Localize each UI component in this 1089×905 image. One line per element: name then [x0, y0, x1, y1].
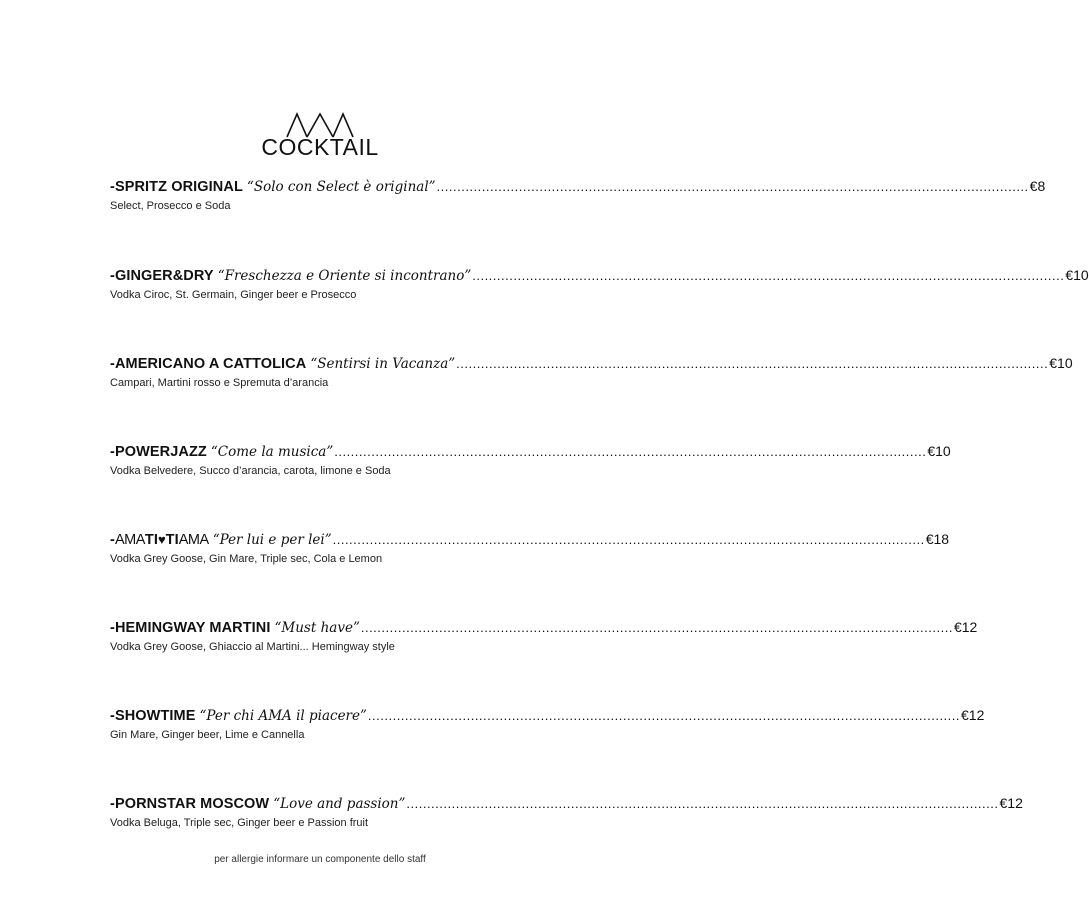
- item-description: Vodka Grey Goose, Gin Mare, Triple sec, Cola e Lemon: [110, 553, 383, 565]
- item-tagline: “Freschezza e Oriente si incontrano”: [217, 268, 472, 284]
- item-name: PORNSTAR MOSCOW: [114, 796, 270, 812]
- item-price: €12: [961, 707, 985, 723]
- item-name: POWERJAZZ: [114, 444, 207, 460]
- item-price: €10: [1065, 267, 1089, 283]
- item-name-ti-2: TI: [165, 532, 179, 548]
- item-name-ama-2: AMA: [178, 532, 209, 548]
- item-prefix: -: [110, 444, 115, 460]
- item-name: GINGER&DRY: [114, 268, 214, 284]
- logo: [0, 112, 640, 159]
- item-prefix: -: [110, 620, 115, 636]
- menu-item-powerjazz: [110, 441, 951, 479]
- menu-item-showtime: [110, 705, 985, 743]
- item-prefix: -: [110, 532, 115, 548]
- item-name: HEMINGWAY MARTINI: [114, 620, 271, 636]
- item-description: Vodka Ciroc, St. Germain, Ginger beer e Prosecco: [110, 289, 357, 301]
- item-price: €18: [925, 531, 950, 547]
- dot-leader: ................................................................................................................................................: [334, 444, 927, 459]
- item-prefix: -: [110, 796, 115, 812]
- item-name-ti: TI: [144, 532, 158, 548]
- item-prefix: -: [110, 179, 115, 195]
- dot-leader: ................................................................................................................................................: [472, 268, 1065, 283]
- menu-item-hemingway: [110, 617, 978, 655]
- item-tagline: “Per chi AMA il piacere”: [199, 708, 367, 724]
- heart-icon: ♥: [157, 532, 166, 547]
- item-name: SHOWTIME: [114, 708, 196, 724]
- item-tagline: “Must have”: [274, 620, 360, 636]
- item-name: AMERICANO A CATTOLICA: [114, 356, 307, 372]
- item-tagline: “Come la musica”: [210, 444, 334, 460]
- item-tagline: “Per lui e per lei”: [212, 532, 332, 548]
- item-description: Select, Prosecco e Soda: [110, 200, 231, 212]
- item-price: €10: [1049, 355, 1073, 371]
- allergy-notice: per allergie informare un componente dello staff: [214, 854, 426, 865]
- item-price: €12: [999, 795, 1023, 811]
- item-tagline: “Love and passion”: [273, 796, 406, 812]
- item-prefix: -: [110, 356, 115, 372]
- item-price: €8: [1029, 178, 1046, 194]
- item-name: SPRITZ ORIGINAL: [114, 179, 243, 195]
- item-name-ama: AMA: [114, 532, 145, 548]
- item-prefix: -: [110, 268, 115, 284]
- dot-leader: ................................................................................................................................................: [406, 796, 999, 811]
- item-description: Campari, Martini rosso e Spremuta d’arancia: [110, 377, 329, 389]
- dot-leader: ................................................................................................................................................: [360, 620, 953, 635]
- dot-leader: ................................................................................................................................................: [332, 532, 925, 547]
- item-tagline: “Sentirsi in Vacanza”: [310, 356, 456, 372]
- item-tagline: “Solo con Select è original”: [246, 179, 436, 195]
- item-description: Gin Mare, Ginger beer, Lime e Cannella: [110, 729, 305, 741]
- dot-leader: ................................................................................................................................................: [367, 708, 961, 723]
- item-price: €12: [953, 619, 978, 635]
- menu-item-americano: [110, 353, 1073, 391]
- dot-leader: ................................................................................................................................................: [456, 356, 1049, 371]
- item-prefix: -: [110, 708, 115, 724]
- item-price: €10: [927, 443, 951, 459]
- logo-text: COCKTAIL: [261, 134, 379, 160]
- item-description: Vodka Belvedere, Succo d’arancia, carota, limone e Soda: [110, 465, 391, 477]
- menu-item-amati-tiama: [110, 529, 950, 567]
- item-description: Vodka Beluga, Triple sec, Ginger beer e Passion fruit: [110, 817, 369, 829]
- item-description: Vodka Grey Goose, Ghiaccio al Martini... Hemingway style: [110, 641, 395, 653]
- dot-leader: ................................................................................................................................................: [436, 179, 1029, 194]
- menu-item-ginger-dry: [110, 265, 1089, 303]
- menu-item-pornstar-moscow: [110, 793, 1023, 831]
- menu-item-spritz: [110, 176, 1046, 214]
